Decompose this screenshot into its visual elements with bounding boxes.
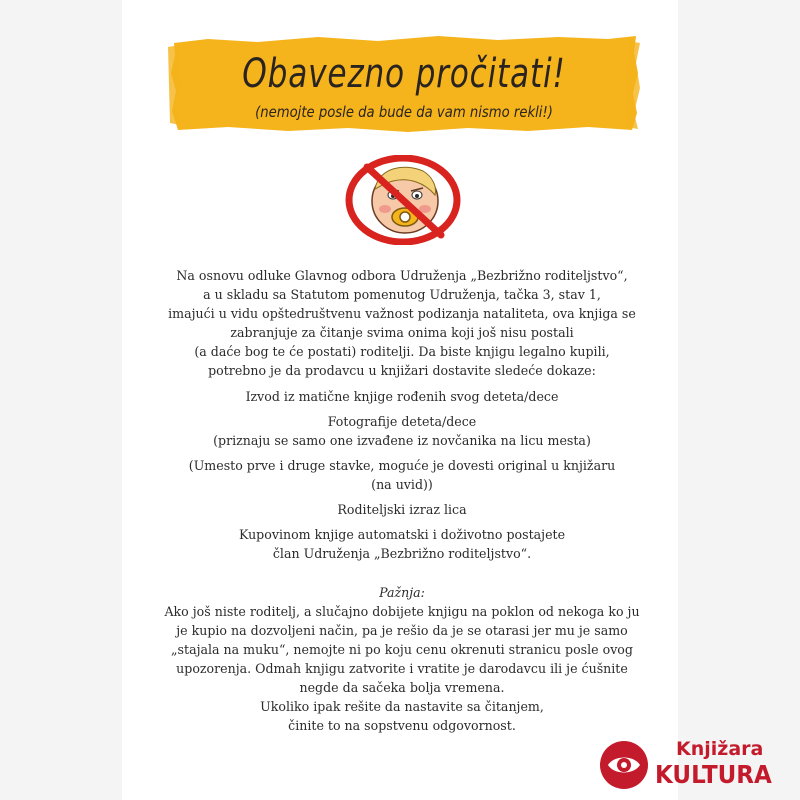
left-page-margin — [0, 0, 122, 800]
membership-note — [152, 525, 652, 563]
text-line: upozorenja. Odmah knjigu zatvorite i vratite je darodavcu ili je ćušnite — [176, 661, 628, 676]
text-line: negde da sačeka bolja vremena. — [299, 680, 505, 695]
text-line: je kupio na dozvoljeni način, pa je rešio da je se otarasi jer mu je samo — [176, 623, 628, 638]
proof-item-birth-certificate — [152, 387, 652, 406]
warning-banner — [168, 33, 640, 133]
text-line: Ako još niste roditelj, a slučajno dobijete knjigu na poklon od nekoga ko ju — [164, 604, 640, 619]
text-line: potrebno je da prodavcu u knjižari dostavite sledeće dokaze: — [208, 363, 596, 378]
text-line: zabranjuje za čitanje svima onima koji još nisu postali — [230, 325, 574, 340]
proof-item-original — [152, 456, 652, 494]
text-line: član Udruženja „Bezbrižno roditeljstvo“. — [272, 546, 532, 561]
notice-text — [152, 266, 652, 741]
notice-heading: Pažnja: — [379, 585, 425, 600]
text-line: (priznaju se samo one izvađene iz novčanika na licu mesta) — [213, 433, 591, 448]
text-line: imajući u vidu opštedruštvenu važnost podizanja nataliteta, ova knjiga se — [168, 306, 636, 321]
logo-text-top: Knjižara — [676, 738, 764, 760]
text-line: a u skladu sa Statutom pomenutog Udruženja, tačka 3, stav 1, — [203, 287, 601, 302]
text-line: (a daće bog te će postati) roditelji. Da biste knjigu legalno kupili, — [194, 344, 610, 359]
right-page-margin — [678, 0, 800, 800]
no-baby-icon — [345, 155, 461, 245]
banner-subtitle: (nemojte posle da bude da vam nismo rekli!) — [255, 103, 553, 121]
text-line: „stajala na muku“, nemojte ni po koju cenu okrenuti stranicu posle ovog — [171, 642, 633, 657]
intro-paragraph — [152, 266, 652, 380]
text-line: Kupovinom knjige automatski i doživotno postajete — [238, 527, 566, 542]
logo-text-bottom: KULTURA — [655, 760, 772, 789]
text-line: Roditeljski izraz lica — [337, 502, 467, 517]
text-line: (Umesto prve i druge stavke, moguće je dovesti original u knjižaru — [188, 458, 616, 473]
bookstore-logo — [598, 737, 794, 793]
proof-item-expression — [152, 500, 652, 519]
text-line: (na uvid)) — [371, 477, 433, 492]
proof-item-photos — [152, 412, 652, 450]
logo-eye-icon — [598, 739, 650, 791]
text-line: Fotografije deteta/dece — [327, 414, 477, 429]
text-line: Ukoliko ipak rešite da nastavite sa čitanjem, — [260, 699, 544, 714]
text-line: činite to na sopstvenu odgovornost. — [288, 718, 516, 733]
text-line: Na osnovu odluke Glavnog odbora Udruženja „Bezbrižno roditeljstvo“, — [176, 268, 628, 283]
banner-title: Obavezno pročitati! — [242, 51, 566, 97]
text-line: Izvod iz matične knjige rođenih svog deteta/dece — [245, 389, 559, 404]
notice-paragraph — [152, 602, 652, 735]
